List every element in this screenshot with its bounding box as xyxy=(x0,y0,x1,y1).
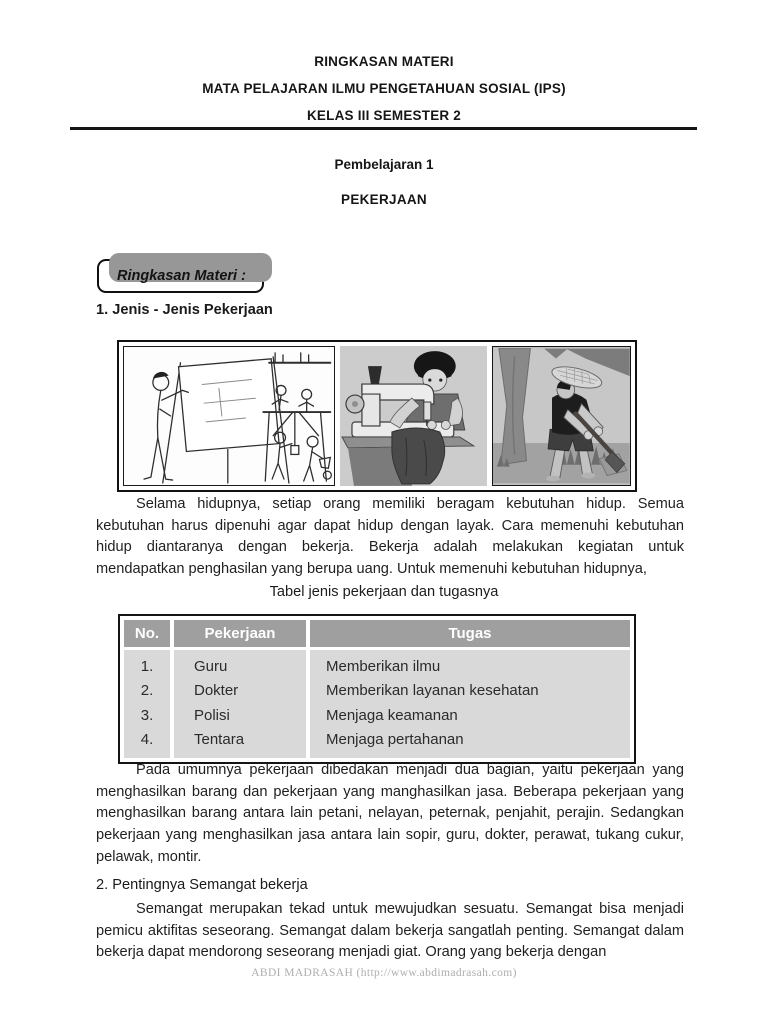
jobs-illustration-strip xyxy=(117,340,637,492)
tailor-sewing-machine-illustration xyxy=(340,346,488,486)
section2-heading: 2. Pentingnya Semangat bekerja xyxy=(96,877,308,893)
table-cell: 1. xyxy=(140,658,154,675)
summary-material-box: Ringkasan Materi : xyxy=(97,259,264,293)
paragraph-job-categories: Pada umumnya pekerjaan dibedakan menjadi dua bagian, yaitu pekerjaan yang menghasilkan barang dan pekerjaan yang manghasilkan jasa. Beberapa pekerjaan yang menghasilkan barang antara lain petani, nelayan, peternak, penjahit, perajin. Sedangkan pekerjaan yang menghasilkan jasa antara lain sopir, guru, dokter, perawat, tukang cukur, pelawak, montir. xyxy=(96,762,684,865)
table-caption: Tabel jenis pekerjaan dan tugasnya xyxy=(269,584,499,600)
header-line-2: MATA PELAJARAN ILMU PENGETAHUAN SOSIAL (IPS) xyxy=(202,81,566,96)
painter-and-construction-workers-illustration xyxy=(123,346,335,486)
table-column-tugas xyxy=(310,650,630,758)
header-line-3: KELAS III SEMESTER 2 xyxy=(306,108,462,123)
table-cell: 3. xyxy=(140,706,154,724)
table-header-tugas: Tugas xyxy=(310,620,630,647)
section1-heading: 1. Jenis - Jenis Pekerjaan xyxy=(96,302,273,318)
table-cell: Menjaga pertahanan xyxy=(326,730,464,748)
table-cell: Polisi xyxy=(194,706,230,724)
table-column-no xyxy=(124,650,170,758)
lesson-title: Pembelajaran 1 xyxy=(334,157,434,172)
table-cell: Guru xyxy=(194,658,228,675)
jobs-table-header-row xyxy=(124,620,630,647)
farmer-hoeing-illustration xyxy=(492,346,631,486)
table-cell: 2. xyxy=(140,682,154,700)
document-header xyxy=(0,54,768,135)
table-cell: Memberikan layanan kesehatan xyxy=(326,682,539,700)
table-header-no: No. xyxy=(124,620,170,647)
table-cell: Menjaga keamanan xyxy=(326,706,458,724)
table-cell: Tentara xyxy=(194,730,245,748)
table-cell: Dokter xyxy=(194,682,239,700)
jobs-table xyxy=(118,614,636,764)
table-column-pekerjaan xyxy=(174,650,306,758)
table-cell: 4. xyxy=(140,730,154,748)
lesson-subject-title: PEKERJAAN xyxy=(341,192,427,207)
header-line-1: RINGKASAN MATERI xyxy=(314,54,454,69)
jobs-table-body xyxy=(124,650,630,758)
paragraph-work-spirit: Semangat merupakan tekad untuk mewujudkan sesuatu. Semangat bisa menjadi pemicu aktifitas seseorang. Semangat dalam bekerja sangatlah penting. Semangat dalam bekerja dapat mendorong seseorang menjadi giat. Orang yang bekerja dengan xyxy=(96,901,684,961)
page-footer-source: ABDI MADRASAH (http://www.abdimadrasah.com) xyxy=(251,967,517,979)
table-header-pekerjaan: Pekerjaan xyxy=(174,620,306,647)
table-cell: Memberikan ilmu xyxy=(326,658,441,675)
paragraph-needs-and-work: Selama hidupnya, setiap orang memiliki beragam kebutuhan hidup. Semua kebutuhan harus dipenuhi agar dapat hidup dengan layak. Cara memenuhi kebutuhan hidup diantaranya dengan bekerja. Bekerja adalah melakukan kegiatan untuk mendapatkan penghasilan yang berupa uang. Untuk memenuhi kebutuhan hidupnya, xyxy=(96,496,684,578)
header-divider-rule xyxy=(70,127,697,130)
